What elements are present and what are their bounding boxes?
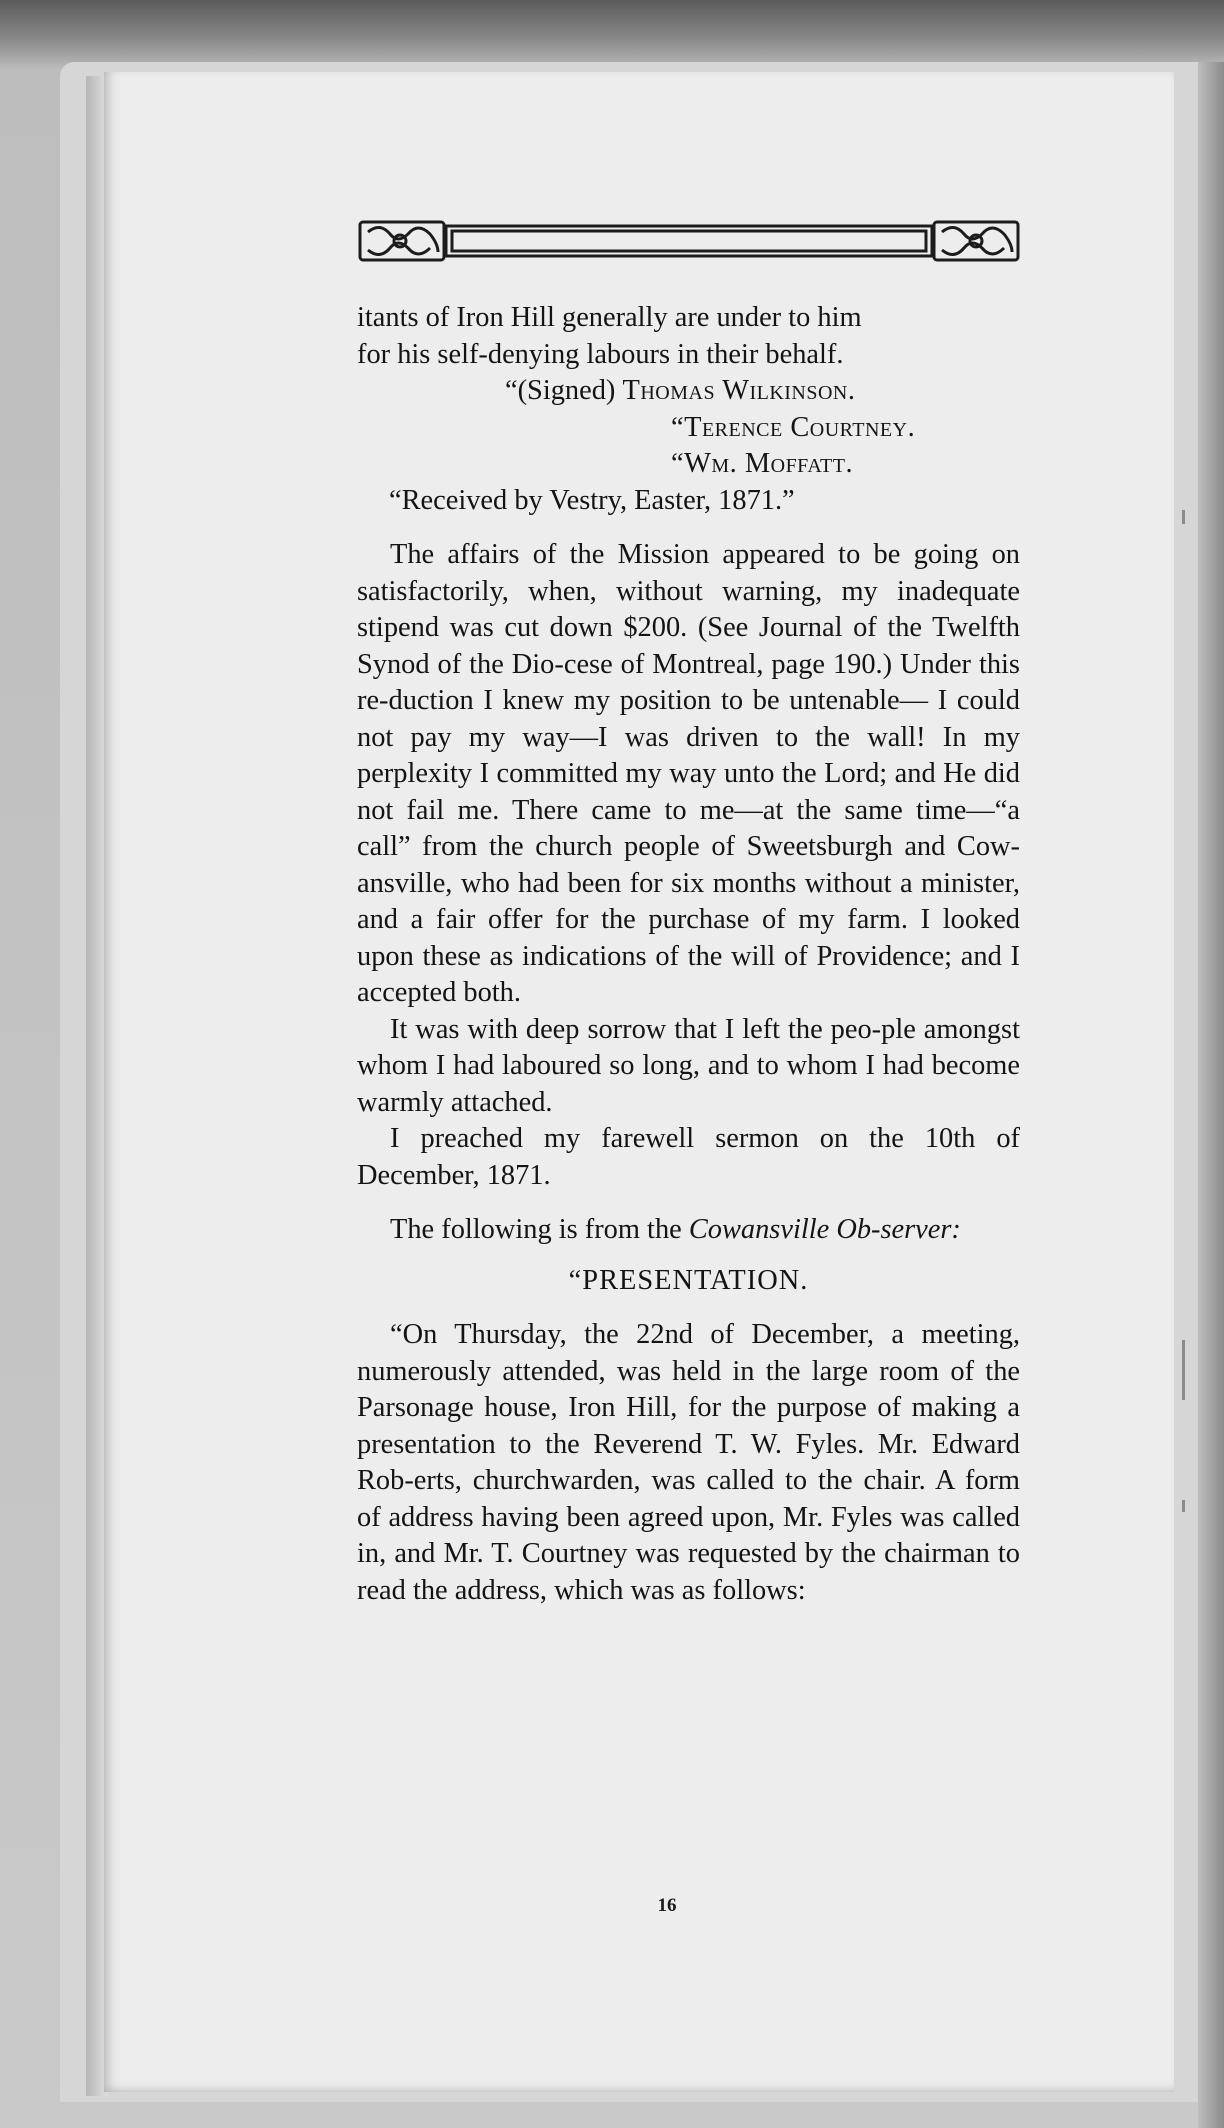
presentation-heading: “PRESENTATION. [568, 1264, 809, 1296]
paragraph-affairs: The affairs of the Mission appeared to be going on satisfactorily, when, without warning, my inadequate stipend was cut down $200. (See Journal of the Twelfth Synod of the Dio-cese of Montreal, page 190.) Under this re-duction I knew my position to be untenable— I could not pay my way—I was driven to the wall! In my perplexity I committed my way unto the Lord; and He did not fail me. There came to me—at the same time—“a call” from the church people of Sweetsburgh and Cow-ansville, who had been for six months without a minister, and a fair offer for the purchase of my farm. I looked upon these as indications of the will of Providence; and I accepted both. [357, 539, 1020, 1008]
paragraph-sorrow: It was with deep sorrow that I left the peo-ple amongst whom I had laboured so long, and to whom I had become warmly attached. [357, 1013, 1020, 1118]
margin-mark [1182, 1340, 1185, 1400]
margin-mark [1182, 510, 1185, 524]
intro-line-2: for his self-denying labours in their behalf. [357, 338, 844, 370]
signed-prefix: “(Signed) [505, 375, 616, 406]
paragraph-gap [357, 1194, 1020, 1212]
source-cowansville-observer: Cowansville Ob-server: [688, 1214, 961, 1245]
following-prefix: The following is from the [390, 1214, 689, 1245]
received-by-vestry: “Received by Vestry, Easter, 1871.” [389, 484, 795, 516]
page-number: 16 [657, 1895, 677, 1916]
paragraph-gap [357, 519, 1020, 537]
body-text [357, 300, 1020, 1609]
signature-wilkinson: Thomas Wilkinson. [622, 375, 856, 406]
paragraph-farewell: I preached my farewell sermon on the 10th of December, 1871. [357, 1123, 1020, 1191]
ornamental-header-band [358, 218, 1020, 264]
paragraph-presentation: “On Thursday, the 22nd of December, a meeting, numerously attended, was held in the large room of the Parsonage house, Iron Hill, for the purpose of making a presentation to the Reverend T. W. Fyles. Mr. Edward Rob-erts, churchwarden, was called to the chair. A form of address having been agreed upon, Mr. Fyles was called in, and Mr. T. Courtney was requested by the chairman to read the address, which was as follows: [357, 1319, 1020, 1606]
signature-courtney: “Terence Courtney. [671, 411, 916, 443]
signature-line-1 [357, 373, 1020, 410]
book-cover-right-edge [1198, 62, 1224, 2128]
margin-mark [1182, 1500, 1185, 1512]
signature-moffatt: “Wm. Moffatt. [671, 448, 854, 479]
intro-line-1: itants of Iron Hill generally are under to him [357, 302, 862, 333]
paragraph-following [357, 1212, 1020, 1249]
